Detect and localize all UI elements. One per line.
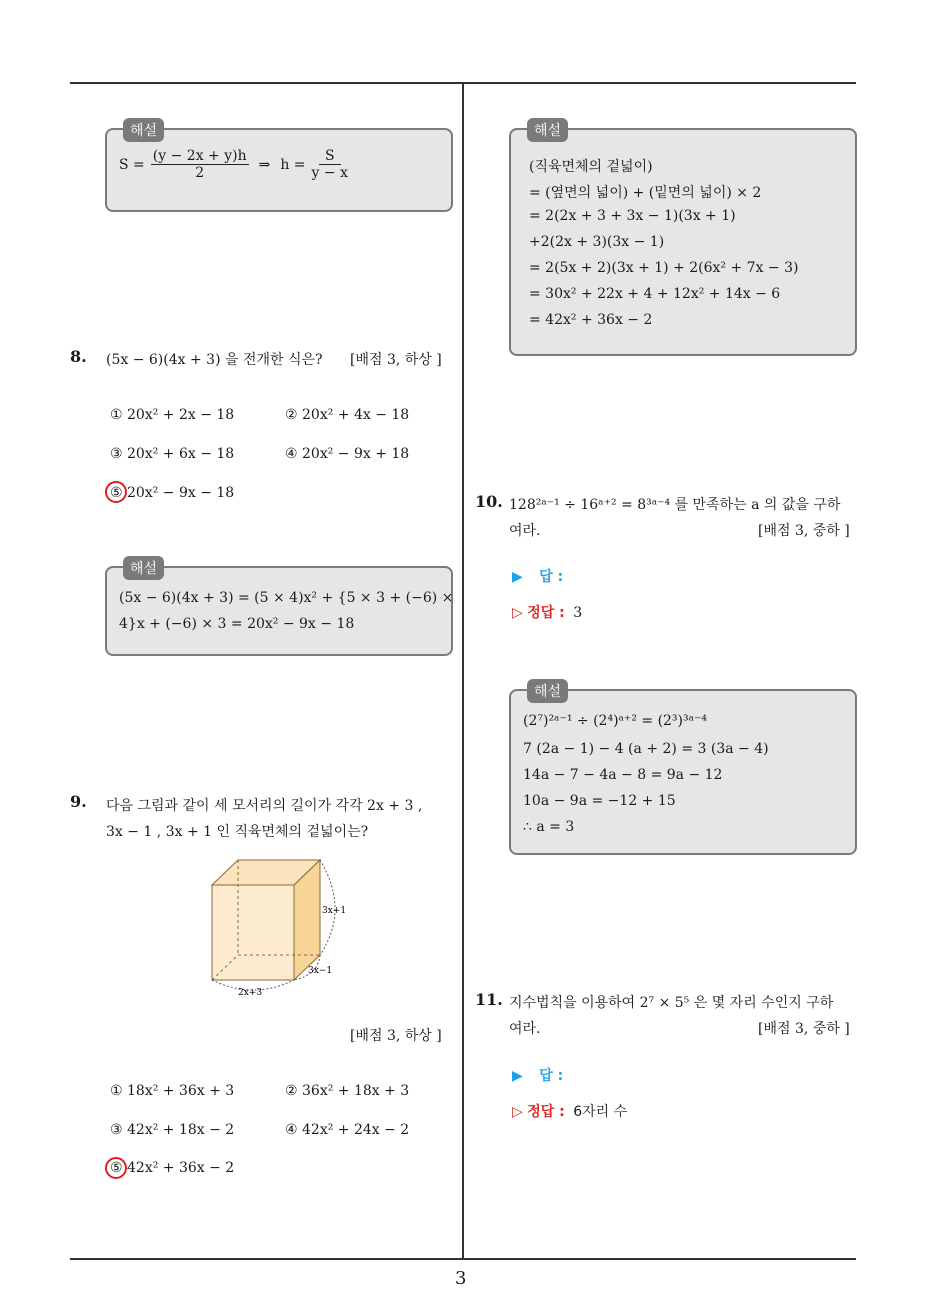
q9-solution-line-5: = 2(5x + 2)(3x + 1) + 2(6x² + 7x − 3): [529, 260, 799, 276]
outline-play-icon: ▷: [512, 1104, 523, 1120]
implies-arrow: ⇒: [258, 156, 271, 173]
question-11-points: [배점 3, 중하 ]: [758, 1021, 850, 1037]
question-11-number: 11.: [475, 990, 503, 1009]
question-10-text-2: 여라.: [509, 523, 541, 539]
solution-tag: 해설: [527, 118, 568, 142]
q10-correct-label: 정답 :: [527, 605, 565, 621]
q9-choice-2[interactable]: ② 36x² + 18x + 3: [285, 1083, 410, 1099]
q9-solution-line-1: (직육면체의 겉넓이): [529, 159, 653, 175]
bottom-rule: [70, 1258, 856, 1260]
q8-answer-mark: [105, 481, 127, 503]
figure-label-width: 2x+3: [238, 988, 263, 998]
fraction-1: [151, 148, 249, 181]
q11-answer-row[interactable]: [512, 1065, 563, 1085]
q10-solution-line-4: 10a − 9a = −12 + 15: [523, 793, 676, 809]
question-10-points: [배점 3, 중하 ]: [758, 523, 850, 539]
q9-solution-line-6: = 30x² + 22x + 4 + 12x² + 14x − 6: [529, 286, 781, 302]
solution-formula: [119, 148, 348, 181]
q10-solution-line-3: 14a − 7 − 4a − 8 = 9a − 12: [523, 767, 723, 783]
question-9-text-1: 다음 그림과 같이 세 모서리의 길이가 각각 2x + 3 ,: [106, 798, 423, 814]
fraction-2: [312, 148, 348, 181]
q9-solution-line-3: = 2(2x + 3 + 3x − 1)(3x + 1): [529, 208, 736, 224]
q10-correct-row: [512, 602, 582, 622]
q8-choice-4[interactable]: ④ 20x² − 9x + 18: [285, 446, 410, 462]
q8-choice-3[interactable]: ③ 20x² + 6x − 18: [110, 446, 235, 462]
q9-answer-mark: [105, 1157, 127, 1179]
q11-correct-value: 6자리 수: [573, 1104, 628, 1120]
fraction-1-num: (y − 2x + y)h: [152, 148, 247, 164]
q10-answer-row[interactable]: [512, 566, 563, 586]
fraction-2-num: S: [319, 148, 341, 165]
solution-tag: 해설: [527, 679, 568, 703]
q8-choice-1[interactable]: ① 20x² + 2x − 18: [110, 407, 235, 423]
question-9-number: 9.: [70, 792, 87, 811]
question-11-text-2: 여라.: [509, 1021, 541, 1037]
formula-h: h =: [280, 156, 306, 173]
fraction-2-den: y − x: [311, 165, 348, 181]
solution-box-q9: [509, 123, 857, 356]
solution-box-q8: [105, 561, 454, 656]
q8-solution-line-1: (5x − 6)(4x + 3) = (5 × 4)x² + {5 × 3 + (−6) ×: [119, 590, 454, 606]
q10-answer-label: 답 :: [539, 569, 564, 585]
play-icon: ▶: [512, 1068, 523, 1084]
q9-solution-line-2: = (옆면의 넓이) + (밑면의 넓이) × 2: [529, 185, 762, 201]
outline-play-icon: ▷: [512, 605, 523, 621]
question-11-text-1: 지수법칙을 이용하여 2⁷ × 5⁵ 은 몇 자리 수인지 구하: [509, 995, 834, 1011]
question-10-number: 10.: [475, 492, 503, 511]
q10-solution-line-1: (2⁷)²ᵃ⁻¹ ÷ (2⁴)ᵃ⁺² = (2³)³ᵃ⁻⁴: [523, 713, 708, 729]
question-8-number: 8.: [70, 347, 87, 366]
q9-choice-5[interactable]: ⑤ 42x² + 36x − 2: [110, 1160, 235, 1176]
q10-correct-value: 3: [573, 605, 583, 621]
solution-tag: 해설: [123, 556, 164, 580]
q11-correct-label: 정답 :: [527, 1104, 565, 1120]
q8-choice-5[interactable]: ⑤ 20x² − 9x − 18: [110, 485, 235, 501]
question-8-text: (5x − 6)(4x + 3) 을 전개한 식은?: [106, 352, 323, 368]
cuboid-figure: [200, 855, 360, 1000]
q11-answer-label: 답 :: [539, 1068, 564, 1084]
figure-label-height: 3x+1: [322, 906, 347, 916]
q11-correct-row: [512, 1101, 627, 1121]
formula-lhs: S =: [119, 156, 145, 173]
q8-choice-2[interactable]: ② 20x² + 4x − 18: [285, 407, 410, 423]
question-9-text-2: 3x − 1 , 3x + 1 인 직육면체의 겉넓이는?: [106, 824, 369, 840]
question-9-points: [배점 3, 하상 ]: [350, 1028, 442, 1044]
q9-solution-line-7: = 42x² + 36x − 2: [529, 312, 653, 328]
question-8-points: [배점 3, 하상 ]: [350, 352, 442, 368]
solution-box-q7: [105, 123, 453, 212]
solution-tag: 해설: [123, 118, 164, 142]
q9-choice-1[interactable]: ① 18x² + 36x + 3: [110, 1083, 235, 1099]
q8-solution-line-2: 4}x + (−6) × 3 = 20x² − 9x − 18: [119, 616, 355, 632]
q10-solution-line-5: ∴ a = 3: [523, 819, 575, 835]
page-number: 3: [455, 1268, 467, 1289]
play-icon: ▶: [512, 569, 523, 585]
q9-choice-4[interactable]: ④ 42x² + 24x − 2: [285, 1122, 410, 1138]
q10-solution-line-2: 7 (2a − 1) − 4 (a + 2) = 3 (3a − 4): [523, 741, 769, 757]
q9-choice-3[interactable]: ③ 42x² + 18x − 2: [110, 1122, 235, 1138]
column-divider: [462, 84, 464, 1260]
question-10-text-1: 128²ᵃ⁻¹ ÷ 16ᵃ⁺² = 8³ᵃ⁻⁴ 를 만족하는 a 의 값을 구하: [509, 497, 841, 513]
solution-box-q10: [509, 684, 857, 855]
figure-label-depth: 3x−1: [308, 966, 333, 976]
fraction-1-den: 2: [195, 165, 205, 181]
q9-solution-line-4: +2(2x + 3)(3x − 1): [529, 234, 665, 250]
